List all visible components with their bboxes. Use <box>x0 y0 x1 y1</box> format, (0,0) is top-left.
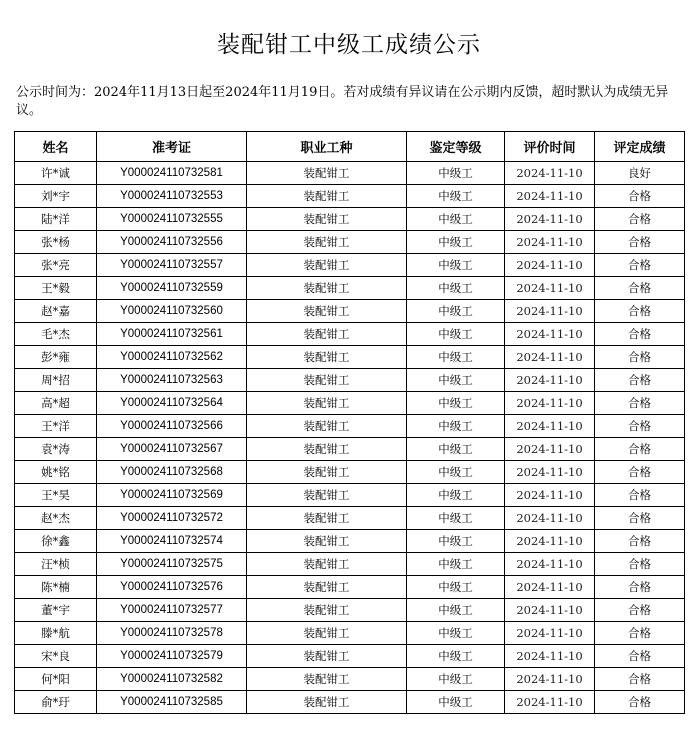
cell-level: 中级工 <box>407 323 505 346</box>
cell-name: 赵*嘉 <box>15 300 97 323</box>
cell-name: 毛*杰 <box>15 323 97 346</box>
header-name: 姓名 <box>15 132 97 162</box>
cell-occupation: 装配钳工 <box>247 645 407 668</box>
cell-name: 彭*雍 <box>15 346 97 369</box>
cell-level: 中级工 <box>407 438 505 461</box>
cell-exam-id: Y000024110732578 <box>97 622 247 645</box>
cell-exam-id: Y000024110732579 <box>97 645 247 668</box>
cell-level: 中级工 <box>407 415 505 438</box>
cell-result: 合格 <box>595 530 685 553</box>
table-row <box>15 323 685 346</box>
table-row <box>15 553 685 576</box>
cell-occupation: 装配钳工 <box>247 231 407 254</box>
cell-occupation: 装配钳工 <box>247 576 407 599</box>
table-row <box>15 185 685 208</box>
table-row <box>15 484 685 507</box>
cell-name: 王*洋 <box>15 415 97 438</box>
cell-eval-date: 2024-11-10 <box>505 668 595 691</box>
cell-exam-id: Y000024110732569 <box>97 484 247 507</box>
header-level: 鉴定等级 <box>407 132 505 162</box>
cell-result: 合格 <box>595 392 685 415</box>
table-row <box>15 461 685 484</box>
cell-occupation: 装配钳工 <box>247 346 407 369</box>
table-row <box>15 622 685 645</box>
cell-name: 陈*楠 <box>15 576 97 599</box>
cell-level: 中级工 <box>407 576 505 599</box>
cell-level: 中级工 <box>407 553 505 576</box>
table-row <box>15 392 685 415</box>
cell-level: 中级工 <box>407 185 505 208</box>
cell-name: 何*阳 <box>15 668 97 691</box>
cell-exam-id: Y000024110732577 <box>97 599 247 622</box>
cell-eval-date: 2024-11-10 <box>505 599 595 622</box>
cell-level: 中级工 <box>407 369 505 392</box>
cell-eval-date: 2024-11-10 <box>505 254 595 277</box>
cell-eval-date: 2024-11-10 <box>505 185 595 208</box>
cell-level: 中级工 <box>407 461 505 484</box>
cell-result: 合格 <box>595 254 685 277</box>
cell-eval-date: 2024-11-10 <box>505 392 595 415</box>
cell-result: 合格 <box>595 277 685 300</box>
cell-result: 合格 <box>595 185 685 208</box>
table-row <box>15 277 685 300</box>
table-row <box>15 507 685 530</box>
cell-result: 合格 <box>595 576 685 599</box>
cell-occupation: 装配钳工 <box>247 162 407 185</box>
cell-result: 合格 <box>595 231 685 254</box>
cell-eval-date: 2024-11-10 <box>505 208 595 231</box>
cell-name: 袁*涛 <box>15 438 97 461</box>
cell-exam-id: Y000024110732564 <box>97 392 247 415</box>
cell-exam-id: Y000024110732561 <box>97 323 247 346</box>
cell-result: 合格 <box>595 369 685 392</box>
cell-occupation: 装配钳工 <box>247 530 407 553</box>
cell-eval-date: 2024-11-10 <box>505 484 595 507</box>
table-row <box>15 668 685 691</box>
cell-level: 中级工 <box>407 484 505 507</box>
cell-eval-date: 2024-11-10 <box>505 645 595 668</box>
cell-occupation: 装配钳工 <box>247 461 407 484</box>
cell-name: 宋*良 <box>15 645 97 668</box>
notice-text: 公示时间为：2024年11月13日起至2024年11月19日。若对成绩有异议请在公示期内反馈，超时默认为成绩无异议。 <box>16 85 669 118</box>
header-row <box>15 132 685 162</box>
cell-occupation: 装配钳工 <box>247 277 407 300</box>
cell-occupation: 装配钳工 <box>247 668 407 691</box>
cell-name: 滕*航 <box>15 622 97 645</box>
cell-exam-id: Y000024110732555 <box>97 208 247 231</box>
cell-exam-id: Y000024110732574 <box>97 530 247 553</box>
header-result: 评定成绩 <box>595 132 685 162</box>
table-row <box>15 530 685 553</box>
cell-result: 合格 <box>595 484 685 507</box>
cell-exam-id: Y000024110732568 <box>97 461 247 484</box>
table-row <box>15 645 685 668</box>
cell-eval-date: 2024-11-10 <box>505 162 595 185</box>
cell-level: 中级工 <box>407 231 505 254</box>
cell-level: 中级工 <box>407 162 505 185</box>
cell-name: 高*超 <box>15 392 97 415</box>
table-body <box>15 162 685 714</box>
cell-result: 合格 <box>595 599 685 622</box>
cell-name: 俞*玗 <box>15 691 97 714</box>
cell-name: 董*宇 <box>15 599 97 622</box>
cell-eval-date: 2024-11-10 <box>505 369 595 392</box>
cell-occupation: 装配钳工 <box>247 622 407 645</box>
cell-exam-id: Y000024110732556 <box>97 231 247 254</box>
header-occupation: 职业工种 <box>247 132 407 162</box>
cell-eval-date: 2024-11-10 <box>505 346 595 369</box>
cell-result: 合格 <box>595 300 685 323</box>
cell-level: 中级工 <box>407 208 505 231</box>
cell-occupation: 装配钳工 <box>247 323 407 346</box>
cell-name: 张*亮 <box>15 254 97 277</box>
cell-result: 合格 <box>595 645 685 668</box>
cell-exam-id: Y000024110732567 <box>97 438 247 461</box>
cell-occupation: 装配钳工 <box>247 507 407 530</box>
cell-result: 合格 <box>595 346 685 369</box>
cell-result: 合格 <box>595 438 685 461</box>
cell-exam-id: Y000024110732563 <box>97 369 247 392</box>
cell-exam-id: Y000024110732576 <box>97 576 247 599</box>
cell-occupation: 装配钳工 <box>247 369 407 392</box>
table-row <box>15 369 685 392</box>
header-eval-date: 评价时间 <box>505 132 595 162</box>
cell-eval-date: 2024-11-10 <box>505 553 595 576</box>
cell-occupation: 装配钳工 <box>247 415 407 438</box>
cell-eval-date: 2024-11-10 <box>505 576 595 599</box>
cell-name: 周*招 <box>15 369 97 392</box>
cell-exam-id: Y000024110732572 <box>97 507 247 530</box>
cell-eval-date: 2024-11-10 <box>505 438 595 461</box>
cell-eval-date: 2024-11-10 <box>505 691 595 714</box>
table-header <box>15 132 685 162</box>
cell-name: 王*毅 <box>15 277 97 300</box>
table-row <box>15 300 685 323</box>
cell-level: 中级工 <box>407 645 505 668</box>
cell-exam-id: Y000024110732566 <box>97 415 247 438</box>
table-row <box>15 231 685 254</box>
cell-occupation: 装配钳工 <box>247 599 407 622</box>
cell-eval-date: 2024-11-10 <box>505 277 595 300</box>
header-exam-id: 准考证 <box>97 132 247 162</box>
cell-result: 合格 <box>595 208 685 231</box>
cell-result: 合格 <box>595 553 685 576</box>
scores-table <box>14 131 685 714</box>
cell-level: 中级工 <box>407 507 505 530</box>
cell-occupation: 装配钳工 <box>247 208 407 231</box>
cell-result: 合格 <box>595 323 685 346</box>
cell-level: 中级工 <box>407 300 505 323</box>
cell-exam-id: Y000024110732560 <box>97 300 247 323</box>
cell-eval-date: 2024-11-10 <box>505 622 595 645</box>
cell-occupation: 装配钳工 <box>247 691 407 714</box>
table-row <box>15 599 685 622</box>
cell-level: 中级工 <box>407 254 505 277</box>
cell-name: 张*杨 <box>15 231 97 254</box>
table-row <box>15 691 685 714</box>
cell-eval-date: 2024-11-10 <box>505 507 595 530</box>
cell-occupation: 装配钳工 <box>247 438 407 461</box>
cell-exam-id: Y000024110732575 <box>97 553 247 576</box>
cell-occupation: 装配钳工 <box>247 484 407 507</box>
table-row <box>15 576 685 599</box>
cell-exam-id: Y000024110732581 <box>97 162 247 185</box>
cell-result: 合格 <box>595 691 685 714</box>
table-row <box>15 438 685 461</box>
cell-name: 许*诚 <box>15 162 97 185</box>
cell-result: 合格 <box>595 622 685 645</box>
cell-exam-id: Y000024110732553 <box>97 185 247 208</box>
cell-name: 赵*杰 <box>15 507 97 530</box>
cell-eval-date: 2024-11-10 <box>505 323 595 346</box>
cell-level: 中级工 <box>407 530 505 553</box>
cell-exam-id: Y000024110732585 <box>97 691 247 714</box>
cell-name: 陆*洋 <box>15 208 97 231</box>
cell-name: 刘*宇 <box>15 185 97 208</box>
cell-result: 合格 <box>595 668 685 691</box>
table-row <box>15 254 685 277</box>
cell-eval-date: 2024-11-10 <box>505 231 595 254</box>
cell-level: 中级工 <box>407 392 505 415</box>
cell-occupation: 装配钳工 <box>247 254 407 277</box>
cell-exam-id: Y000024110732562 <box>97 346 247 369</box>
table-row <box>15 415 685 438</box>
cell-level: 中级工 <box>407 691 505 714</box>
table-row <box>15 208 685 231</box>
cell-level: 中级工 <box>407 277 505 300</box>
cell-name: 姚*铭 <box>15 461 97 484</box>
cell-exam-id: Y000024110732582 <box>97 668 247 691</box>
cell-occupation: 装配钳工 <box>247 553 407 576</box>
cell-name: 徐*鑫 <box>15 530 97 553</box>
cell-level: 中级工 <box>407 346 505 369</box>
cell-eval-date: 2024-11-10 <box>505 461 595 484</box>
cell-eval-date: 2024-11-10 <box>505 300 595 323</box>
cell-result: 良好 <box>595 162 685 185</box>
table-row <box>15 162 685 185</box>
cell-name: 王*昊 <box>15 484 97 507</box>
cell-result: 合格 <box>595 461 685 484</box>
cell-eval-date: 2024-11-10 <box>505 530 595 553</box>
cell-occupation: 装配钳工 <box>247 392 407 415</box>
cell-eval-date: 2024-11-10 <box>505 415 595 438</box>
cell-exam-id: Y000024110732559 <box>97 277 247 300</box>
cell-level: 中级工 <box>407 668 505 691</box>
table-row <box>15 346 685 369</box>
cell-level: 中级工 <box>407 599 505 622</box>
cell-result: 合格 <box>595 415 685 438</box>
cell-exam-id: Y000024110732557 <box>97 254 247 277</box>
cell-name: 汪*桢 <box>15 553 97 576</box>
page-title: 装配钳工中级工成绩公示 <box>217 32 481 58</box>
cell-occupation: 装配钳工 <box>247 185 407 208</box>
cell-occupation: 装配钳工 <box>247 300 407 323</box>
cell-level: 中级工 <box>407 622 505 645</box>
cell-result: 合格 <box>595 507 685 530</box>
